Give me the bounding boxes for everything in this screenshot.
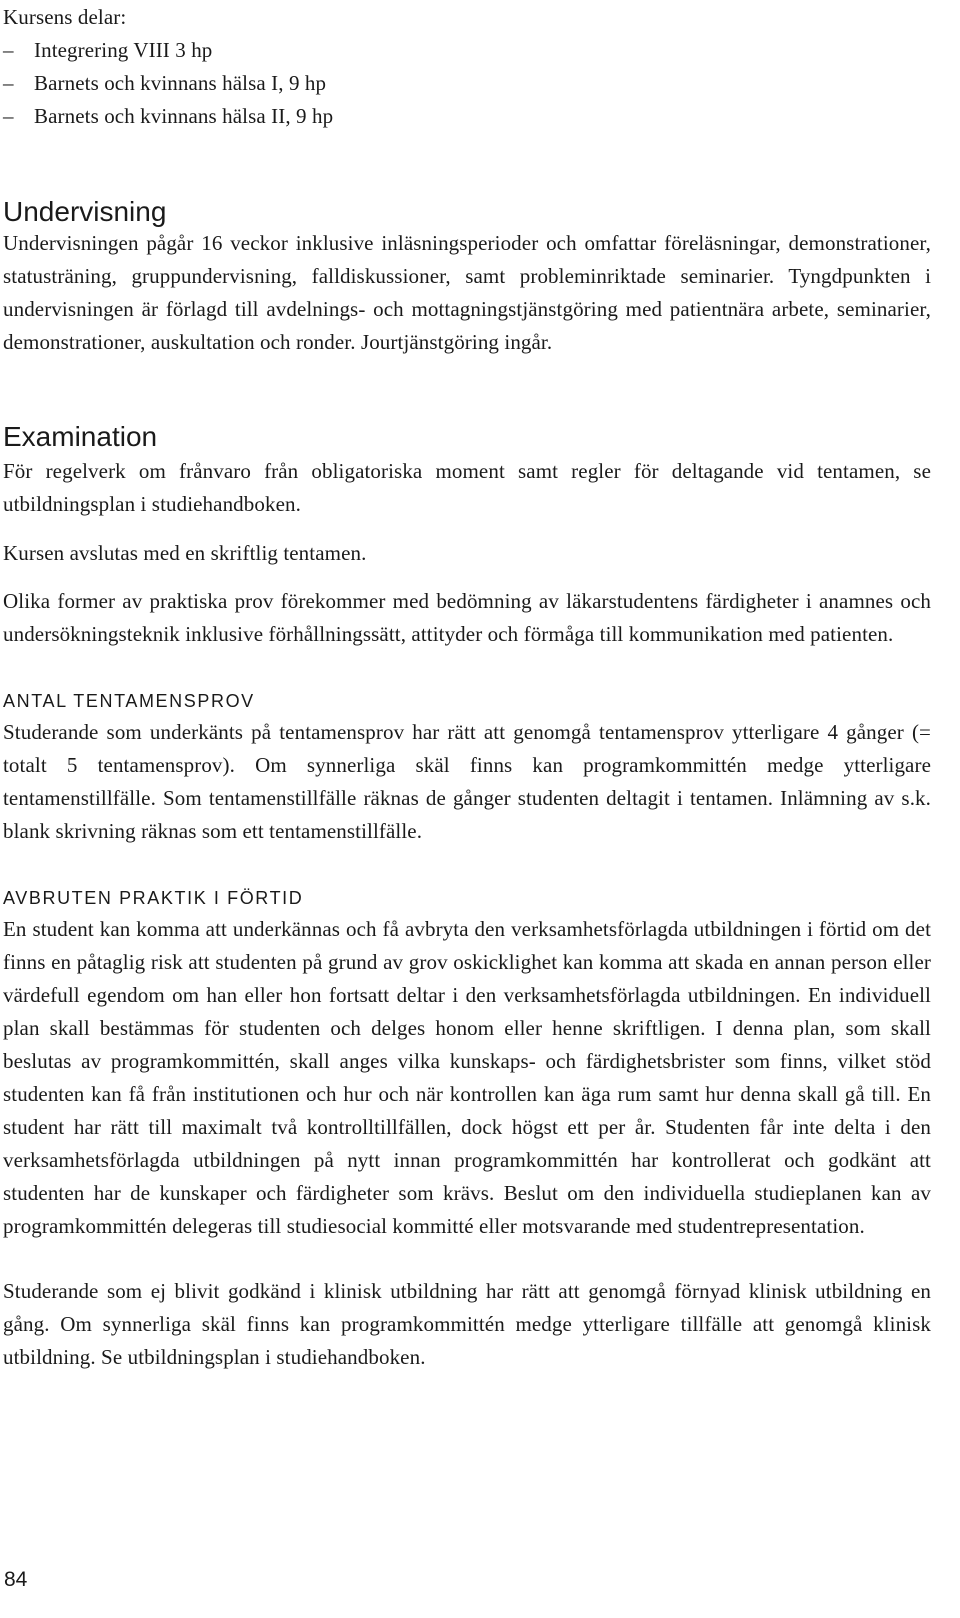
heading-examination: Examination (3, 421, 158, 452)
list-dash: – (3, 38, 14, 62)
paragraph-examination-written: Kursen avslutas med en skriftlig tentamen. (3, 541, 367, 565)
paragraph-avbruten-praktik: En student kan komma att underkännas och få avbryta den verksamhetsförlagda utbildningen i förtid om det finns en påtaglig risk att studenten på grund av grov oskicklighet kan komma att skada en annan person eller värdefull egendom om han eller hon fortsatt deltar i den verksamhetsförlagda utbildningen. En individuell plan skall bestämmas för studenten och delges honom eller henne skriftligen. I denna plan, som skall beslutas av programkommittén, skall anges vilka kunskaps- och färdighetsbrister som finns, vilket stöd studenten kan få från institutionen och hur och när kontrollen kan äga rum samt hur denna skall gå till. En student har rätt till maximalt två kontrolltillfällen, dock högst ett per år. Studenten får inte delta i den verksamhetsförlagda utbildningen på nytt innan programkommittén har kontrollerat och godkänt att studenten har de kunskaper och färdigheter som krävs. Beslut om den individuella studieplanen kan av programkommittén delegeras till studiesocial kommitté eller motsvarande med studentrepresentation. (3, 917, 931, 1238)
course-part-label: Barnets och kvinnans hälsa I, 9 hp (34, 71, 327, 95)
paragraph-undervisning: Undervisningen pågår 16 veckor inklusive inläsningsperioder och omfattar föreläsningar, demonstrationer, statusträning, gruppundervisning, falldiskussioner, samt probleminriktade seminarier. Tyngdpunkten i undervisningen är förlagd till avdelnings- och mottagningstjänstgöring med patientnära arbete, seminarier, demonstrationer, auskultation och ronder. Jourtjänstgöring ingår. (3, 231, 931, 354)
course-part-label: Barnets och kvinnans hälsa II, 9 hp (34, 104, 334, 128)
subheading-antal-tentamensprov: ANTAL TENTAMENSPROV (3, 691, 255, 711)
paragraph-examination-practical: Olika former av praktiska prov förekommer med bedömning av läkarstudentens färdigheter i anamnes och undersökningsteknik inklusive förhållningssätt, attityder och förmåga till kommunikation med patienten. (3, 589, 931, 646)
course-part-item (3, 34, 931, 67)
course-part-item (3, 100, 931, 133)
heading-undervisning: Undervisning (3, 196, 167, 227)
document-page (3, 0, 931, 1374)
list-dash: – (3, 71, 14, 95)
page-number: 84 (4, 1568, 28, 1591)
course-part-label: Integrering VIII 3 hp (34, 38, 213, 62)
paragraph-antal-tentamensprov: Studerande som underkänts på tentamensprov har rätt att genomgå tentamensprov ytterligare 4 gånger (= totalt 5 tentamensprov). Om synnerliga skäl finns kan programkommittén medge ytterligare tentamenstillfälle. Som tentamenstillfälle räknas de gånger studenten deltagit i tentamen. Inlämning av s.k. blank skrivning räknas som ett tentamenstillfälle. (3, 720, 931, 843)
list-dash: – (3, 104, 14, 128)
paragraph-examination-rules: För regelverk om frånvaro från obligatoriska moment samt regler för deltagande vid tentamen, se utbildningsplan i studiehandboken. (3, 459, 931, 516)
paragraph-klinisk-utbildning: Studerande som ej blivit godkänd i klinisk utbildning har rätt att genomgå förnyad klinisk utbildning en gång. Om synnerliga skäl finns kan programkommittén medge ytterligare tillfälle att genomgå klinisk utbildning. Se utbildningsplan i studiehandboken. (3, 1279, 931, 1369)
course-parts-title: Kursens delar: (3, 5, 127, 29)
subheading-avbruten-praktik: AVBRUTEN PRAKTIK I FÖRTID (3, 888, 304, 908)
course-parts-list (3, 34, 931, 133)
course-part-item (3, 67, 931, 100)
